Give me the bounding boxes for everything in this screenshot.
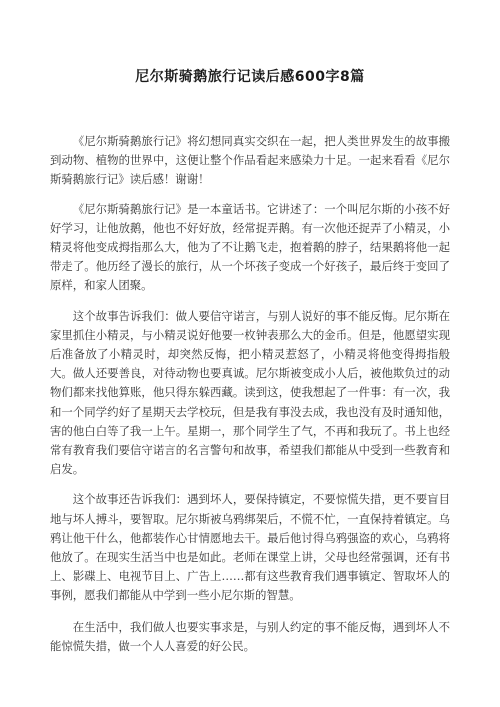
paragraph-lesson-promise: 这个故事告诉我们：做人要信守诺言，与别人说好的事不能反悔。尼尔斯在家里抓住小精灵，与小精灵说好他要一枚钟表那么大的金币。但是，他愿望实现后准备放了小精灵时，却突然反悔，把小精灵惹怒了，小精灵将他变得拇指般大。做人还要善良，对待动物也要真诚。尼尔斯被变成小人后，被他欺负过的动物们都来找他算账，他只得东躲西藏。读到这，使我想起了一件事：有一次，我和一个同学约好了星期天去学校玩，但是我有事没去成，我也没有及时通知他，害的他白白等了我一上午。星期一，那个同学生了气，不再和我玩了。书上也经常有教育我们要信守诺言的名言警句和故事，希望我们都能从中受到一些教育和启发。	[50, 308, 450, 477]
article-title: 尼尔斯骑鹅旅行记读后感600字8篇	[135, 69, 365, 85]
paragraph-summary: 《尼尔斯骑鹅旅行记》是一本童话书。它讲述了：一个叫尼尔斯的小孩不好好学习，让他放鹅，他也不好好放，经常捉弄鹅。有一次他还捉弄了小精灵，小精灵将他变成拇指那么大，他为了不让鹅飞走，抱着鹅的脖子，结果鹅将他一起带走了。他历经了漫长的旅行，从一个坏孩子变成一个好孩子，最后终于变回了原样，和家人团聚。	[50, 201, 450, 293]
paragraph-conclusion: 在生活中，我们做人也要实事求是，与别人约定的事不能反悔，遇到坏人不能惊慌失措，做一个人人喜爱的好公民。	[50, 619, 450, 653]
paragraph-lesson-calm: 这个故事还告诉我们：遇到坏人，要保持镇定，不要惊慌失措，更不要盲目地与坏人搏斗，要智取。尼尔斯被乌鸦绑架后，不慌不忙，一直保持着镇定。乌鸦让他干什么，他都装作心甘情愿地去干。最后他讨得乌鸦强盗的欢心，乌鸦将他放了。在现实生活当中也是如此。老师在课堂上讲，父母也经常强调，还有书上、影碟上、电视节目上、广告上……都有这些教育我们遇事镇定、智取坏人的事例，愿我们都能从中学到一些小尼尔斯的智慧。	[50, 492, 450, 603]
paragraph-intro: 《尼尔斯骑鹅旅行记》将幻想同真实交织在一起，把人类世界发生的故事搬到动物、植物的世界中，这便让整个作品看起来感染力十足。一起来看看《尼尔斯骑鹅旅行记》读后感！谢谢！	[50, 134, 450, 187]
